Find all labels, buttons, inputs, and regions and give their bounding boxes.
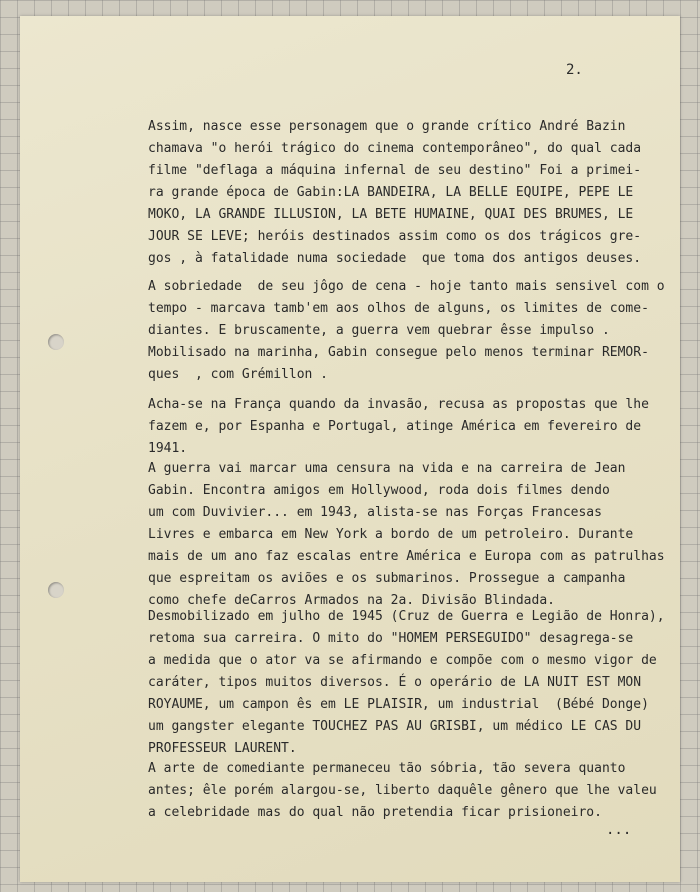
text-line: 1941. [148, 441, 188, 456]
text-line: como chefe deCarros Armados na 2a. Divisão Blindada. [148, 593, 555, 608]
text-line: chamava "o herói trágico do cinema contemporâneo", do qual cada [148, 141, 642, 156]
text-line: mais de um ano faz escalas entre América e Europa com as patrulhas [148, 549, 665, 564]
text-line: Livres e embarca em New York a bordo de um petroleiro. Durante [148, 527, 634, 542]
paragraph-sobriedade [148, 276, 665, 386]
text-line: A arte de comediante permaneceu tão sóbria, tão severa quanto [148, 761, 626, 776]
text-line: Assim, nasce esse personagem que o grande crítico André Bazin [148, 119, 626, 134]
text-line: A guerra vai marcar uma censura na vida e na carreira de Jean [148, 461, 626, 476]
text-line: a medida que o ator va se afirmando e compõe com o mesmo vigor de [148, 653, 657, 668]
text-line: diantes. E bruscamente, a guerra vem quebrar êsse impulso . [148, 323, 610, 338]
text-line: JOUR SE LEVE; heróis destinados assim como os dos trágicos gre- [148, 229, 642, 244]
text-line: Gabin. Encontra amigos em Hollywood, roda dois filmes dendo [148, 483, 610, 498]
continuation-mark: ... [606, 822, 632, 838]
paragraph-bazin [148, 116, 641, 270]
text-line: Desmobilizado em julho de 1945 (Cruz de Guerra e Legião de Honra), [148, 609, 665, 624]
text-line: tempo - marcava tamb'em aos olhos de alguns, os limites de come- [148, 301, 649, 316]
text-line: Mobilisado na marinha, Gabin consegue pelo menos terminar REMOR- [148, 345, 649, 360]
paragraph-desmobilizado [148, 606, 665, 760]
paragraph-invasao [148, 394, 649, 460]
text-line: um com Duvivier... em 1943, alista-se nas Forças Francesas [148, 505, 602, 520]
text-line: retoma sua carreira. O mito do "HOMEM PERSEGUIDO" desagrega-se [148, 631, 634, 646]
paragraph-guerra [148, 458, 665, 612]
text-line: ROYAUME, um campon ês em LE PLAISIR, um industrial (Bébé Donge) [148, 697, 649, 712]
text-line: MOKO, LA GRANDE ILLUSION, LA BETE HUMAINE, QUAI DES BRUMES, LE [148, 207, 634, 222]
text-line: antes; êle porém alargou-se, liberto daquêle gênero que lhe valeu [148, 783, 657, 798]
paragraph-arte [148, 758, 657, 824]
text-line: A sobriedade de seu jôgo de cena - hoje tanto mais sensivel com o [148, 279, 665, 294]
text-line: ques , com Grémillon . [148, 367, 329, 382]
text-line: filme "deflaga a máquina infernal de seu destino" Foi a primei- [148, 163, 642, 178]
text-line: fazem e, por Espanha e Portugal, atinge América em fevereiro de [148, 419, 642, 434]
punch-hole [48, 334, 64, 350]
text-line: que espreitam os aviões e os submarinos. Prossegue a campanha [148, 571, 626, 586]
punch-hole [48, 582, 64, 598]
text-line: Acha-se na França quando da invasão, recusa as propostas que lhe [148, 397, 649, 412]
text-line: gos , à fatalidade numa sociedade que toma dos antigos deuses. [148, 251, 642, 266]
page-number: 2. [566, 62, 583, 78]
text-line: PROFESSEUR LAURENT. [148, 741, 297, 756]
text-line: caráter, tipos muitos diversos. É o operário de LA NUIT EST MON [148, 675, 642, 690]
text-line: um gangster elegante TOUCHEZ PAS AU GRISBI, um médico LE CAS DU [148, 719, 642, 734]
text-line: ra grande época de Gabin:LA BANDEIRA, LA BELLE EQUIPE, PEPE LE [148, 185, 634, 200]
text-line: a celebridade mas do qual não pretendia ficar prisioneiro. [148, 805, 602, 820]
